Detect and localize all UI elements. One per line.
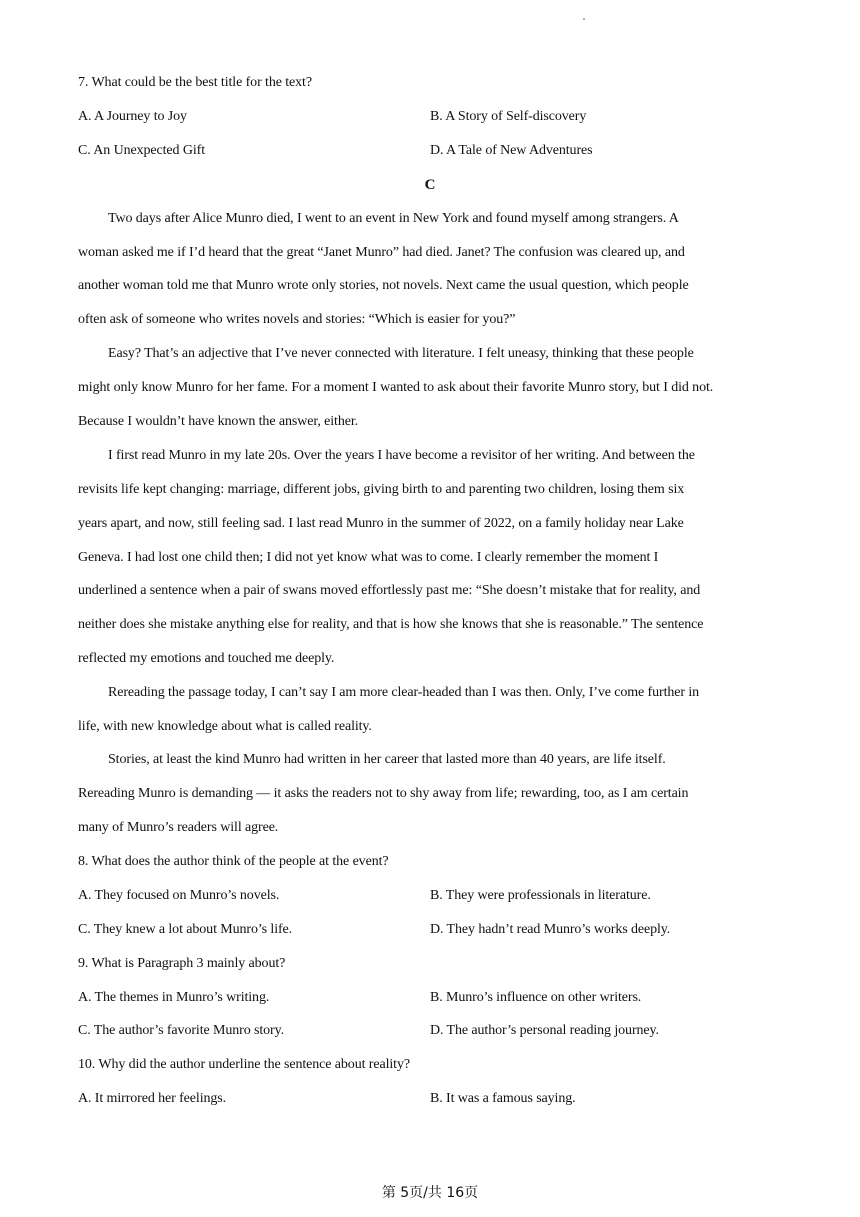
passage-line: life, with new knowledge about what is called reality.	[78, 719, 372, 734]
q9-option-c: C. The author’s favorite Munro story.	[78, 1023, 285, 1038]
passage-line: Easy? That’s an adjective that I’ve never connected with literature. I felt uneasy, thinking that these people	[108, 346, 694, 361]
passage-line: neither does she mistake anything else for reality, and that is how she knows that she is reasonable.” The sentence	[78, 617, 704, 632]
passage-line: Geneva. I had lost one child then; I did not yet know what was to come. I clearly remember the moment I	[78, 550, 659, 565]
q7-option-c: C. An Unexpected Gift	[78, 143, 205, 158]
q9-option-d: D. The author’s personal reading journey.	[430, 1023, 659, 1038]
q10-option-a: A. It mirrored her feelings.	[78, 1091, 227, 1106]
q7-option-d: D. A Tale of New Adventures	[430, 143, 593, 158]
passage-line: revisits life kept changing: marriage, different jobs, giving birth to and parenting two children, losing them six	[78, 482, 685, 497]
passage-line: another woman told me that Munro wrote only stories, not novels. Next came the usual question, which people	[78, 278, 689, 293]
q7-stem: 7. What could be the best title for the text?	[78, 75, 312, 90]
q7-option-a: A. A Journey to Joy	[78, 109, 187, 124]
q9-option-b: B. Munro’s influence on other writers.	[430, 990, 642, 1005]
q10-stem: 10. Why did the author underline the sentence about reality?	[78, 1057, 410, 1072]
q7-option-b: B. A Story of Self-discovery	[430, 109, 587, 124]
passage-line: many of Munro’s readers will agree.	[78, 820, 279, 835]
q10-option-b: B. It was a famous saying.	[430, 1091, 576, 1106]
passage-line: Rereading Munro is demanding — it asks the readers not to shy away from life; rewarding, too, as I am certain	[78, 786, 689, 801]
passage-line: underlined a sentence when a pair of swans moved effortlessly past me: “She doesn’t mistake that for reality, and	[78, 583, 701, 598]
q9-option-a: A. The themes in Munro’s writing.	[78, 990, 270, 1005]
passage-line: reflected my emotions and touched me deeply.	[78, 651, 335, 666]
passage-line: Two days after Alice Munro died, I went to an event in New York and found myself among strangers. A	[108, 211, 679, 226]
passage-line: I first read Munro in my late 20s. Over the years I have become a revisitor of her writing. And between the	[108, 448, 695, 463]
passage-line: Rereading the passage today, I can’t say I am more clear-headed than I was then. Only, I’ve come further in	[108, 685, 700, 700]
passage-line: Stories, at least the kind Munro had written in her career that lasted more than 40 years, are life itself.	[108, 752, 666, 767]
scan-mark	[583, 18, 585, 20]
page-number-footer: 第 5页/共 16页	[381, 1185, 479, 1201]
q8-option-d: D. They hadn’t read Munro’s works deeply.	[430, 922, 671, 937]
passage-line: woman asked me if I’d heard that the great “Janet Munro” had died. Janet? The confusion was cleared up, and	[78, 245, 685, 260]
q8-option-a: A. They focused on Munro’s novels.	[78, 888, 280, 903]
q8-stem: 8. What does the author think of the people at the event?	[78, 854, 389, 869]
passage-line: might only know Munro for her fame. For a moment I wanted to ask about their favorite Munro story, but I did not.	[78, 380, 714, 395]
passage-line: often ask of someone who writes novels and stories: “Which is easier for you?”	[78, 312, 516, 327]
passage-line: years apart, and now, still feeling sad. I last read Munro in the summer of 2022, on a family holiday near Lake	[78, 516, 684, 531]
passage-line: Because I wouldn’t have known the answer, either.	[78, 414, 359, 429]
section-label: C	[424, 177, 436, 193]
q8-option-c: C. They knew a lot about Munro’s life.	[78, 922, 293, 937]
q8-option-b: B. They were professionals in literature.	[430, 888, 651, 903]
q9-stem: 9. What is Paragraph 3 mainly about?	[78, 956, 286, 971]
